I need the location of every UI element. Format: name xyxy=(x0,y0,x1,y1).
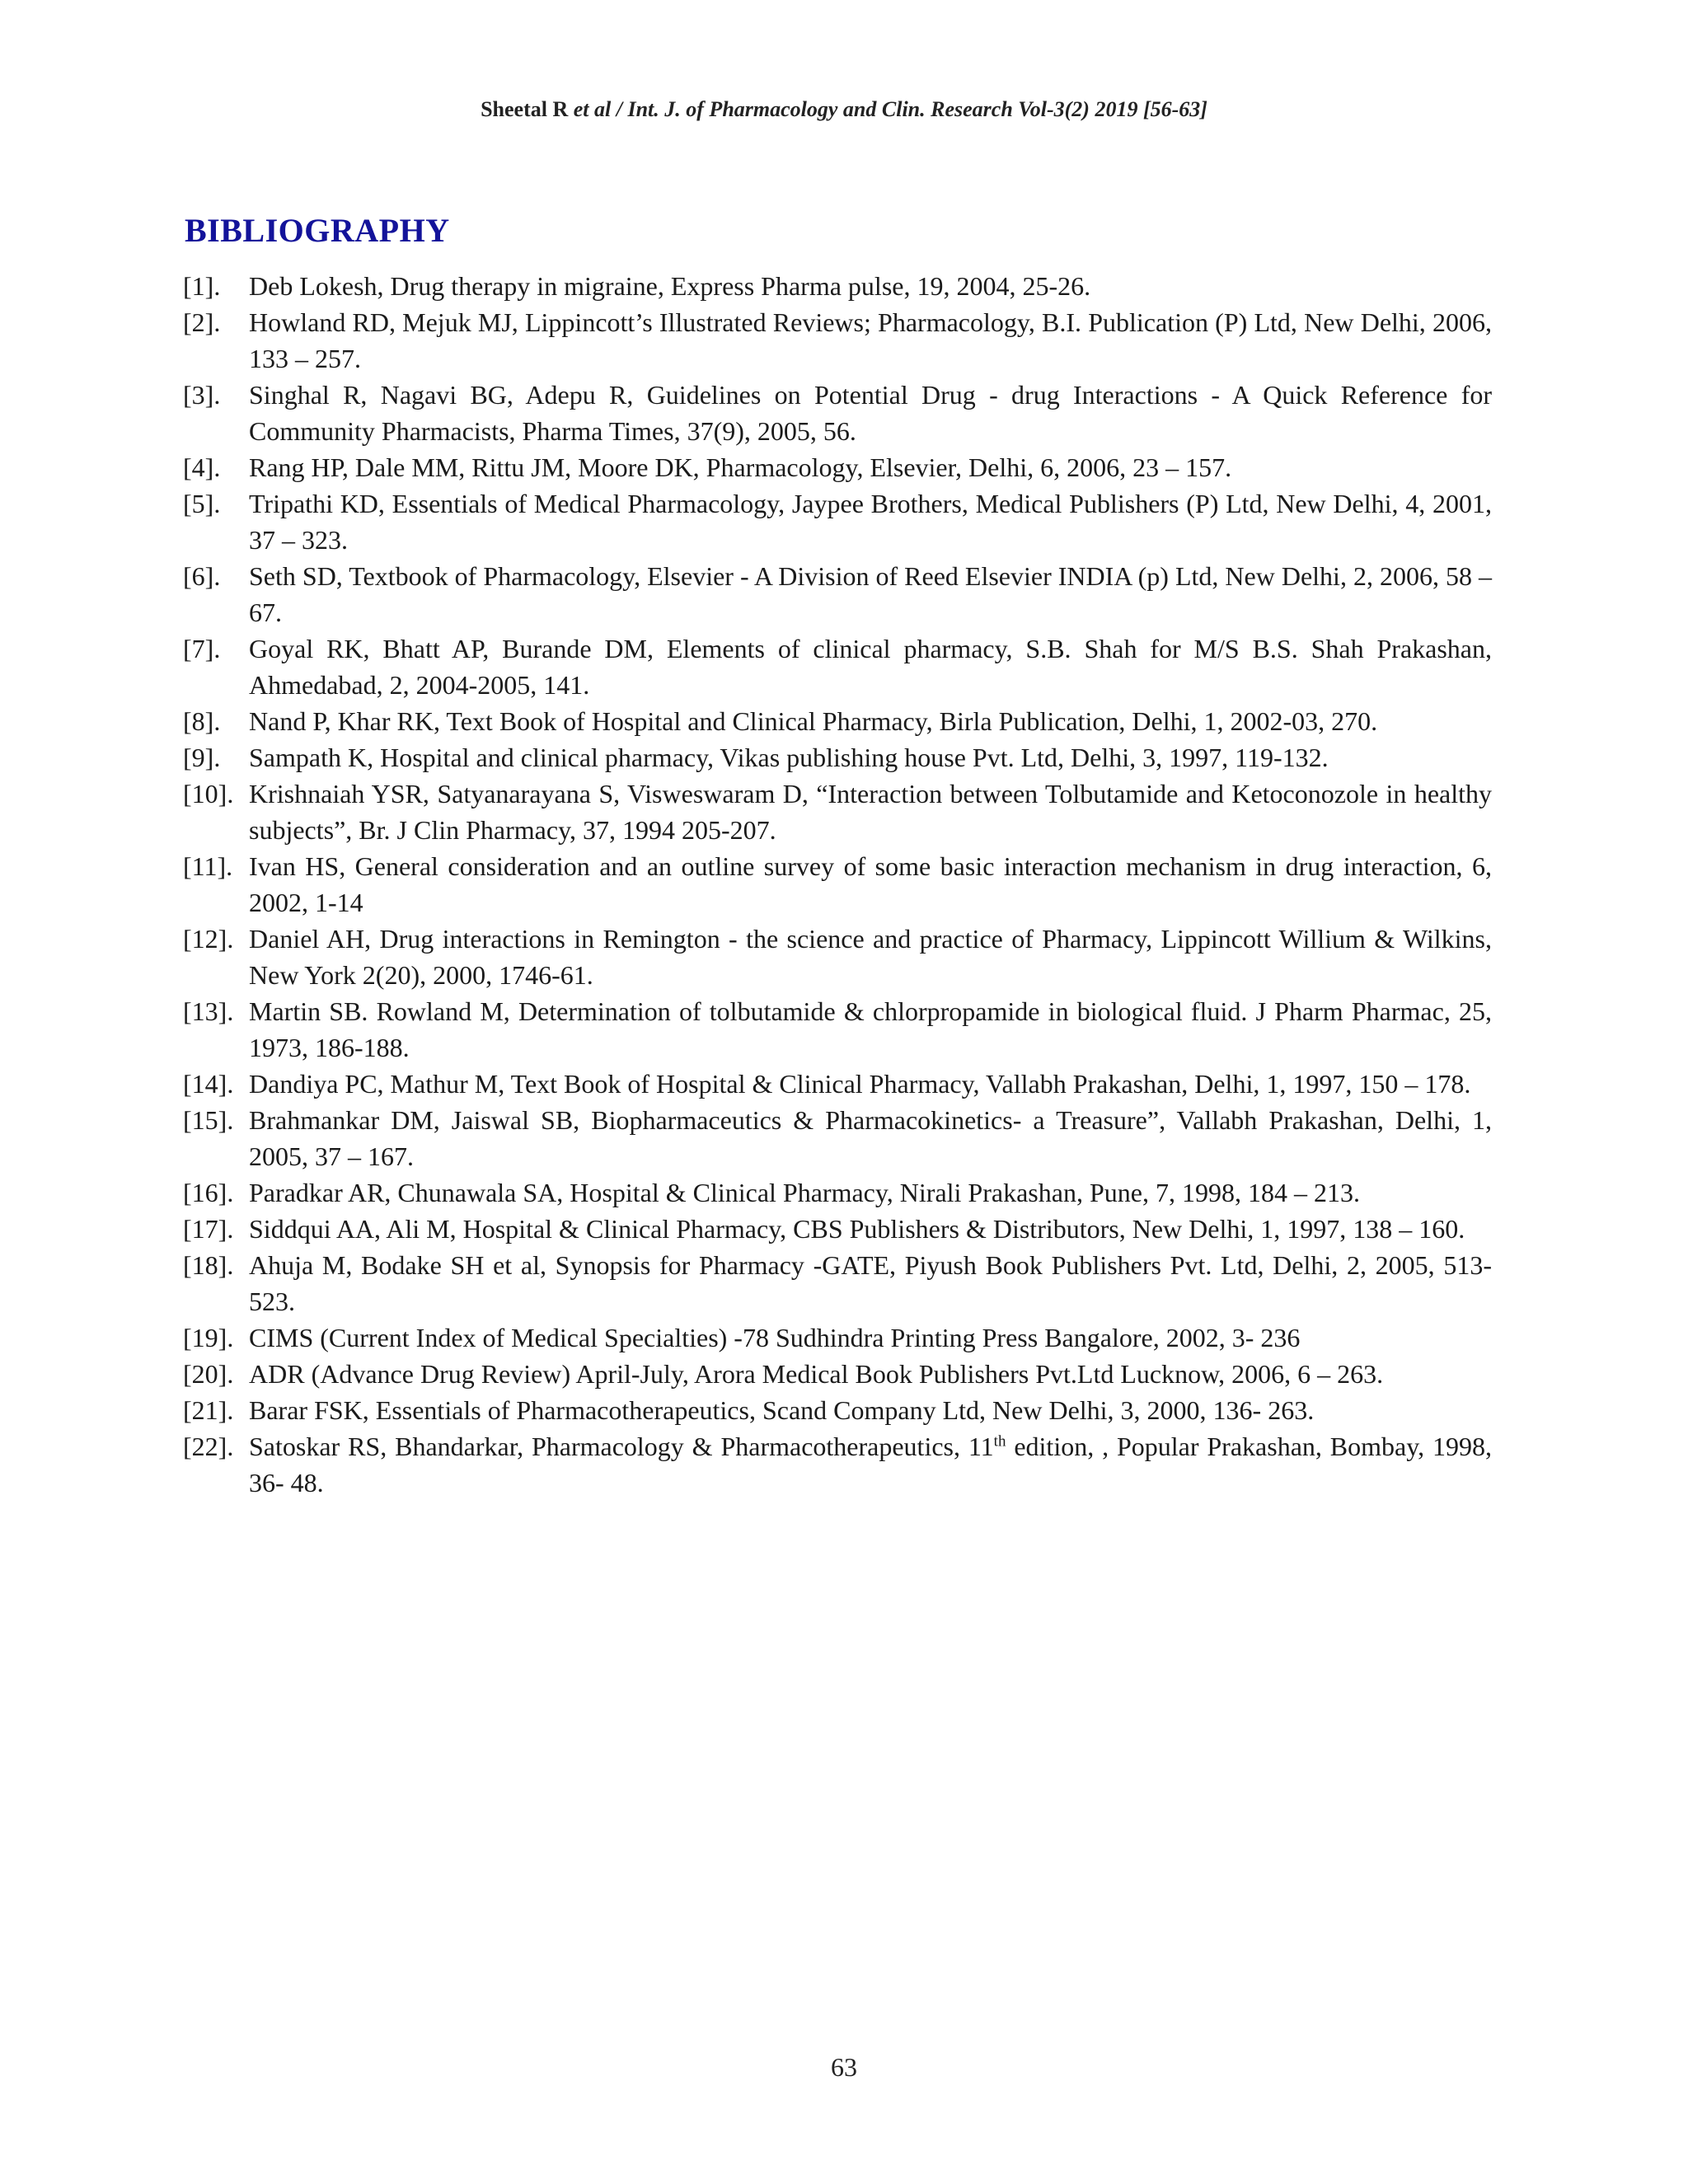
reference-text: Ivan HS, General consideration and an outline survey of some basic interaction mechanism in drug interaction, 6, 2002, 1-14 xyxy=(249,851,1492,917)
header-journal: / Int. J. of Pharmacology and Clin. Research Vol-3(2) 2019 [56-63] xyxy=(616,97,1207,121)
reference-text: Rang HP, Dale MM, Rittu JM, Moore DK, Pharmacology, Elsevier, Delhi, 6, 2006, 23 – 157. xyxy=(249,452,1232,482)
reference-item xyxy=(183,377,1492,449)
reference-number: [7]. xyxy=(183,634,221,663)
reference-text: Tripathi KD, Essentials of Medical Pharmacology, Jaypee Brothers, Medical Publishers (P) Ltd, New Delhi, 4, 2001, 37 – 323. xyxy=(249,489,1492,555)
reference-item xyxy=(183,485,1492,558)
page-number: 63 xyxy=(831,2052,857,2082)
reference-number: [6]. xyxy=(183,561,221,591)
reference-number: [9]. xyxy=(183,743,221,772)
reference-text: Siddqui AA, Ali M, Hospital & Clinical Pharmacy, CBS Publishers & Distributors, New Delhi, 1, 1997, 138 – 160. xyxy=(249,1214,1465,1244)
reference-number: [16]. xyxy=(183,1178,234,1207)
reference-item xyxy=(183,993,1492,1066)
reference-number: [20]. xyxy=(183,1359,234,1389)
reference-text: Krishnaiah YSR, Satyanarayana S, Visweswaram D, “Interaction between Tolbutamide and Ketoconozole in healthy subjects”, Br. J Clin Pharmacy, 37, 1994 205-207. xyxy=(249,779,1492,845)
reference-number: [5]. xyxy=(183,489,221,518)
reference-text: Dandiya PC, Mathur M, Text Book of Hospital & Clinical Pharmacy, Vallabh Prakashan, Delhi, 1, 1997, 150 – 178. xyxy=(249,1069,1471,1099)
reference-text: Goyal RK, Bhatt AP, Burande DM, Elements of clinical pharmacy, S.B. Shah for M/S B.S. Shah Prakashan, Ahmedabad, 2, 2004-2005, 141. xyxy=(249,634,1492,700)
reference-number: [21]. xyxy=(183,1395,234,1425)
reference-number: [17]. xyxy=(183,1214,234,1244)
reference-item xyxy=(183,1247,1492,1319)
reference-text: CIMS (Current Index of Medical Specialties) -78 Sudhindra Printing Press Bangalore, 2002, 3- 236 xyxy=(249,1323,1301,1352)
reference-text: Deb Lokesh, Drug therapy in migraine, Express Pharma pulse, 19, 2004, 25-26. xyxy=(249,271,1091,301)
reference-text-part: edition, , Popular Prakashan, Bombay, 1998, 36- 48. xyxy=(249,1432,1492,1497)
reference-item xyxy=(183,1356,1492,1392)
header-etal: et al xyxy=(573,97,612,121)
reference-number: [15]. xyxy=(183,1105,234,1135)
reference-list xyxy=(183,268,1492,1501)
reference-item xyxy=(183,921,1492,993)
reference-item xyxy=(183,268,1492,304)
reference-item xyxy=(183,776,1492,848)
reference-number: [22]. xyxy=(183,1432,234,1461)
reference-number: [19]. xyxy=(183,1323,234,1352)
reference-text: Paradkar AR, Chunawala SA, Hospital & Clinical Pharmacy, Nirali Prakashan, Pune, 7, 1998, 184 – 213. xyxy=(249,1178,1360,1207)
reference-text xyxy=(249,1428,1492,1501)
ordinal-superscript: th xyxy=(993,1432,1006,1451)
reference-text: Brahmankar DM, Jaiswal SB, Biopharmaceutics & Pharmacokinetics- a Treasure”, Vallabh Prakashan, Delhi, 1, 2005, 37 – 167. xyxy=(249,1105,1492,1171)
reference-item xyxy=(183,558,1492,630)
running-header xyxy=(0,97,1688,122)
reference-text: Martin SB. Rowland M, Determination of tolbutamide & chlorpropamide in biological fluid. J Pharm Pharmac, 25, 1973, 186-188. xyxy=(249,996,1492,1062)
reference-number: [13]. xyxy=(183,996,234,1026)
reference-text: Sampath K, Hospital and clinical pharmacy, Vikas publishing house Pvt. Ltd, Delhi, 3, 1997, 119-132. xyxy=(249,743,1329,772)
reference-item xyxy=(183,1392,1492,1428)
reference-number: [2]. xyxy=(183,307,221,337)
reference-item xyxy=(183,630,1492,703)
reference-item xyxy=(183,739,1492,776)
reference-item xyxy=(183,1066,1492,1102)
reference-item xyxy=(183,1211,1492,1247)
reference-number: [11]. xyxy=(183,851,233,881)
reference-number: [18]. xyxy=(183,1250,234,1280)
reference-number: [3]. xyxy=(183,380,221,410)
reference-number: [14]. xyxy=(183,1069,234,1099)
reference-text: Howland RD, Mejuk MJ, Lippincott’s Illustrated Reviews; Pharmacology, B.I. Publication (P) Ltd, New Delhi, 2006, 133 – 257. xyxy=(249,307,1492,373)
reference-item xyxy=(183,1428,1492,1501)
reference-text: Barar FSK, Essentials of Pharmacotherapeutics, Scand Company Ltd, New Delhi, 3, 2000, 136- 263. xyxy=(249,1395,1315,1425)
reference-item xyxy=(183,703,1492,739)
reference-number: [10]. xyxy=(183,779,234,808)
reference-number: [8]. xyxy=(183,706,221,736)
section-heading: BIBLIOGRAPHY xyxy=(185,212,450,249)
reference-text: Daniel AH, Drug interactions in Remington - the science and practice of Pharmacy, Lippincott Willium & Wilkins, New York 2(20), 2000, 1746-61. xyxy=(249,924,1492,990)
reference-number: [1]. xyxy=(183,271,221,301)
reference-item xyxy=(183,449,1492,485)
reference-item xyxy=(183,304,1492,377)
reference-item xyxy=(183,1102,1492,1174)
reference-text: ADR (Advance Drug Review) April-July, Arora Medical Book Publishers Pvt.Ltd Lucknow, 2006, 6 – 263. xyxy=(249,1359,1384,1389)
reference-number: [12]. xyxy=(183,924,234,954)
header-author: Sheetal R xyxy=(481,97,569,121)
reference-text: Seth SD, Textbook of Pharmacology, Elsevier - A Division of Reed Elsevier INDIA (p) Ltd, New Delhi, 2, 2006, 58 – 67. xyxy=(249,561,1492,627)
reference-item xyxy=(183,1174,1492,1211)
reference-text-part: Satoskar RS, Bhandarkar, Pharmacology & Pharmacotherapeutics, 11 xyxy=(249,1432,994,1461)
reference-text: Singhal R, Nagavi BG, Adepu R, Guidelines on Potential Drug - drug Interactions - A Quick Reference for Community Pharmacists, Pharma Times, 37(9), 2005, 56. xyxy=(249,380,1492,446)
reference-text: Ahuja M, Bodake SH et al, Synopsis for Pharmacy -GATE, Piyush Book Publishers Pvt. Ltd, Delhi, 2, 2005, 513-523. xyxy=(249,1250,1492,1316)
reference-item xyxy=(183,1319,1492,1356)
reference-item xyxy=(183,848,1492,921)
reference-text: Nand P, Khar RK, Text Book of Hospital and Clinical Pharmacy, Birla Publication, Delhi, 1, 2002-03, 270. xyxy=(249,706,1378,736)
reference-number: [4]. xyxy=(183,452,221,482)
